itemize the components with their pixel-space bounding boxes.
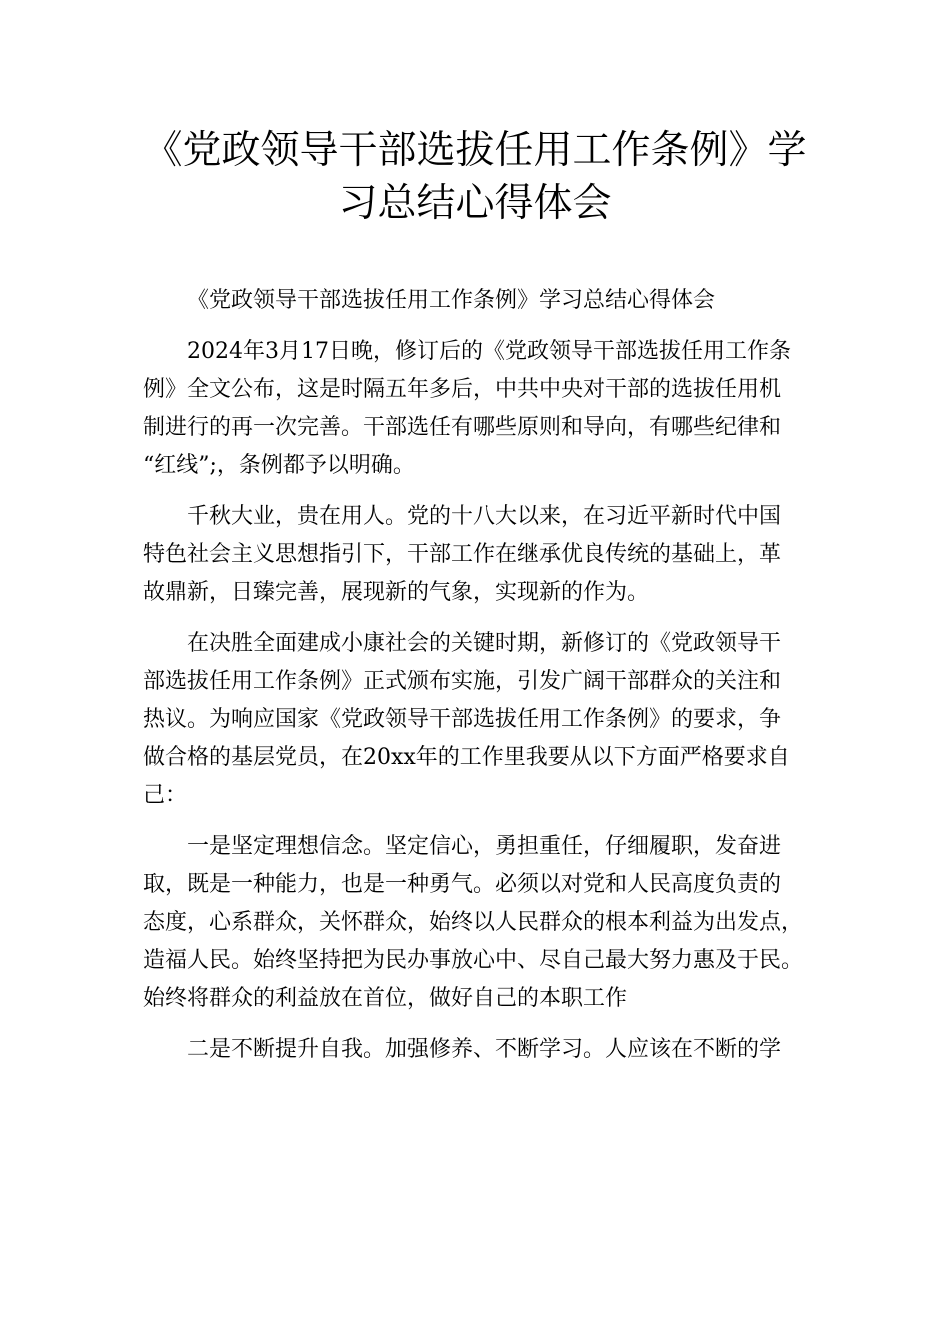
text-line: 故鼎新，日臻完善，展现新的气象，实现新的作为。: [143, 580, 650, 605]
text-line: 二是不断提升自我。加强修养、不断学习。人应该在不断的学: [187, 1037, 782, 1062]
text-line: 2024年3月17日晚，修订后的《党政领导干部选拔任用工作条: [187, 339, 791, 364]
text-line: 部选拔任用工作条例》正式颁布实施，引发广阔干部群众的关注和: [143, 669, 782, 694]
text-line: 例》全文公布，这是时隔五年多后，中共中央对干部的选拔任用机: [143, 377, 782, 402]
paragraph-subtitle: [143, 282, 833, 320]
text-line: 一是坚定理想信念。坚定信心，勇担重任，仔细履职，发奋进: [187, 834, 782, 859]
text-line: 己：: [143, 783, 188, 808]
text-line: 做合格的基层党员，在20xx年的工作里我要从以下方面严格要求自: [143, 745, 790, 770]
text-line: 态度，心系群众，关怀群众，始终以人民群众的根本利益为出发点，: [143, 910, 804, 935]
paragraph-point-one: [143, 828, 833, 1018]
paragraph-commitment: [143, 625, 833, 815]
text-line: 始终将群众的利益放在首位，做好自己的本职工作: [143, 986, 628, 1011]
title-line-1: 《党政领导干部选拔任用工作条例》学: [143, 128, 807, 173]
text-line: 《党政领导干部选拔任用工作条例》学习总结心得体会: [187, 288, 716, 313]
text-line: 热议。为响应国家《党政领导干部选拔任用工作条例》的要求，争: [143, 707, 782, 732]
paragraph-background: [143, 498, 833, 612]
document-title: [140, 124, 810, 230]
paragraph-point-two: [143, 1031, 833, 1069]
text-line: 千秋大业，贵在用人。党的十八大以来，在习近平新时代中国: [187, 504, 782, 529]
text-line: 特色社会主义思想指引下，干部工作在继承优良传统的基础上，革: [143, 542, 782, 567]
paragraph-intro: [143, 333, 833, 485]
text-line: 在决胜全面建成小康社会的关键时期，新修订的《党政领导干: [187, 631, 782, 656]
text-line: 制进行的再一次完善。干部选任有哪些原则和导向，有哪些纪律和: [143, 415, 782, 440]
text-line: 取，既是一种能力，也是一种勇气。必须以对党和人民高度负责的: [143, 872, 782, 897]
document-body: [143, 282, 833, 1082]
text-line: 造福人民。始终坚持把为民办事放心中、尽自己最大努力惠及于民。: [143, 948, 804, 973]
title-line-2: 习总结心得体会: [338, 181, 612, 226]
text-line: “红线”;，条例都予以明确。: [143, 453, 415, 478]
